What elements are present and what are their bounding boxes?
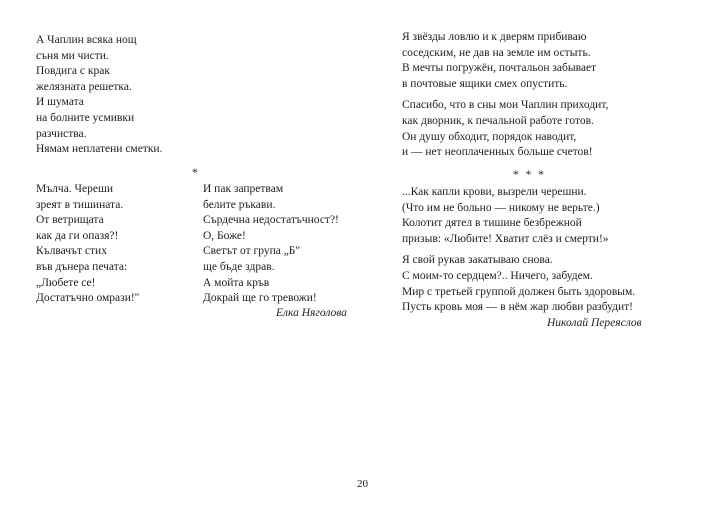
right-section-separator: * * * <box>513 169 546 181</box>
verse-line: зреят в тишината. <box>36 198 124 211</box>
verse-line: Он душу обходит, порядок наводит, <box>402 130 577 143</box>
right-stanza-4 <box>402 253 635 315</box>
verse-line: (Что им не больно — никому не верьте.) <box>402 201 600 214</box>
right-stanza-3 <box>402 185 635 247</box>
verse-line: Повдига с крак <box>36 65 110 78</box>
verse-line: Светът от група „Б" <box>203 245 301 258</box>
verse-line: Кълвачът стих <box>36 245 107 258</box>
verse-line: в почтовые ящики смех опустить. <box>402 77 568 90</box>
verse-line: Я свой рукав закатываю снова. <box>402 254 553 267</box>
verse-line: „Любете се! <box>36 276 96 289</box>
verse-line: Сърдечна недостатъчност?! <box>203 214 339 227</box>
left-poem-part2-col2 <box>203 182 339 307</box>
verse-line: Мълча. Череши <box>36 183 113 195</box>
verse-line: как да ги опазя?! <box>36 229 119 242</box>
verse-line: О, Боже! <box>203 229 246 242</box>
verse-line: Нямам неплатени сметки. <box>36 143 163 156</box>
verse-line: във дънера печата: <box>36 260 128 273</box>
left-poem-part1 <box>36 33 162 158</box>
left-section-separator: * <box>192 167 200 179</box>
verse-line: ...Как капли крови, вызрели черешни. <box>402 186 587 198</box>
right-poem-bottom <box>402 185 635 322</box>
verse-line: разчиства. <box>36 127 87 140</box>
verse-line: желязната решетка. <box>36 80 132 93</box>
verse-line: От ветрищата <box>36 214 104 227</box>
verse-line: А мойта кръв <box>203 276 270 289</box>
verse-line: съня ми чисти. <box>36 49 109 62</box>
right-poem-top <box>402 30 608 167</box>
right-author-signature: Николай Переяслов <box>547 317 642 329</box>
verse-line: Достатъчно омрази!" <box>36 292 140 305</box>
verse-line: на болните усмивки <box>36 111 135 124</box>
verse-line: соседским, не дав на земле им остыть. <box>402 46 591 59</box>
verse-line: Колотит дятел в тишине безбрежной <box>402 217 582 230</box>
verse-line: призыв: «Любите! Хватит слёз и смерти!» <box>402 232 609 245</box>
verse-line: Мир с третьей группой должен быть здоровым. <box>402 285 636 298</box>
verse-line: Спасибо, что в сны мои Чаплин приходит, <box>402 99 609 112</box>
verse-line: А Чаплин всяка нощ <box>36 34 137 46</box>
verse-line: С моим-то сердцем?.. Ничего, забудем. <box>402 269 593 282</box>
verse-line: Пусть кровь моя — в нём жар любви разбудит! <box>402 301 634 314</box>
verse-line: Докрай ще го тревожи! <box>203 292 317 305</box>
verse-line: И пак запретвам <box>203 183 284 195</box>
right-stanza-1 <box>402 30 608 92</box>
verse-line: ще бъде здрав. <box>203 260 275 273</box>
page-number: 20 <box>357 478 368 490</box>
verse-line: и — нет неоплаченных больше счетов! <box>402 146 593 159</box>
left-author-signature: Елка Няголова <box>276 307 347 319</box>
verse-line: Я звёзды ловлю и к дверям прибиваю <box>402 31 587 43</box>
verse-line: В мечты погружён, почтальон забывает <box>402 62 597 75</box>
right-stanza-2 <box>402 98 608 160</box>
verse-line: И шумата <box>36 96 84 109</box>
verse-line: белите ръкави. <box>203 198 276 211</box>
verse-line: как дворник, к печальной работе готов. <box>402 114 594 127</box>
left-poem-part2-col1 <box>36 182 139 307</box>
